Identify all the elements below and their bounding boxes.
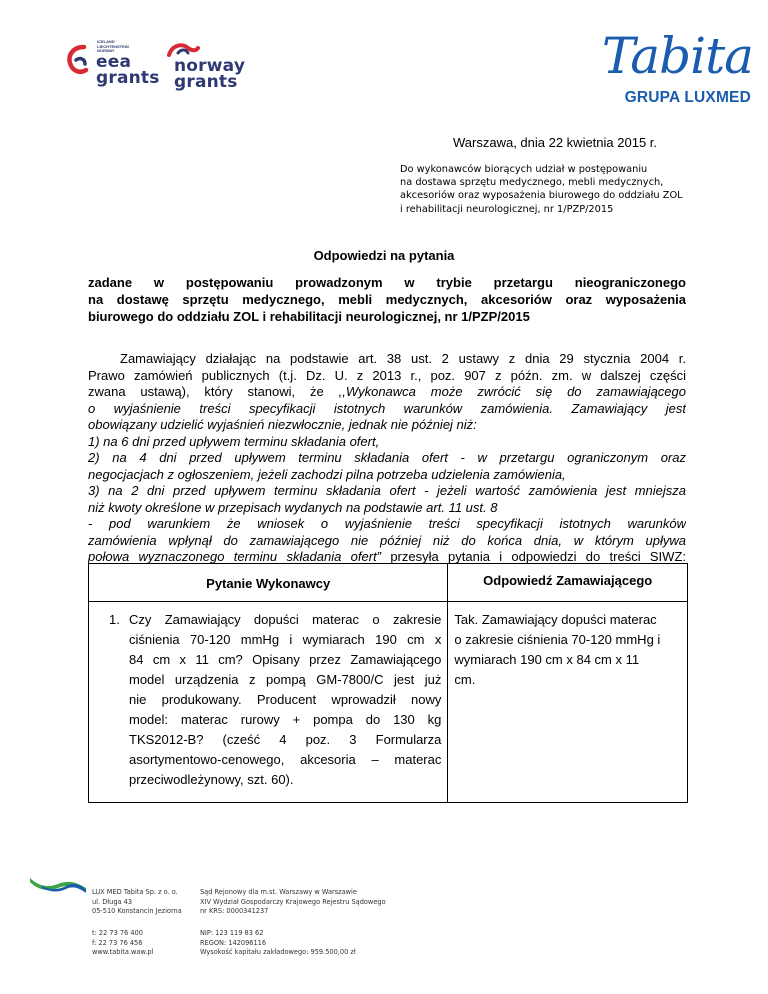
country-label: ICELAND: [97, 39, 115, 44]
country-label: NORWAY: [97, 48, 115, 54]
footer-line: nr KRS: 0000341237: [200, 907, 269, 916]
body-line: 3) na 2 dni przed upływem terminu składania ofert - jeżeli wartość zamówienia jest mniejsza: [88, 483, 686, 498]
body-line: [88, 384, 686, 401]
answer-cell: [448, 602, 688, 803]
footer-line: f: 22 73 76 456: [92, 938, 143, 947]
subject-line: zadane w postępowaniu prowadzonym w trybie przetargu nieograniczonego: [88, 275, 686, 290]
body-line: Prawo zamówień publicznych (t.j. Dz. U. z 2013 r., poz. 907 z późn. zm. w dalszej części: [88, 367, 686, 383]
footer-line: ul. Długa 43: [92, 897, 133, 906]
footer-line: REGON: 142096116: [200, 938, 267, 947]
footer-line: t: 22 73 76 400: [92, 929, 143, 937]
tabita-logo-subtitle: GRUPA LUXMED: [624, 89, 751, 106]
footer-website-link[interactable]: www.tabita.waw.pl: [92, 948, 154, 957]
body-line: - pod warunkiem że wniosek o wyjaśnienie treści specyfikacji istotnych warunków: [88, 516, 686, 531]
body-line: 1) na 6 dni przed upływem terminu składania ofert,: [88, 433, 380, 449]
tabita-logo: Tabita: [601, 27, 753, 85]
subject-line: biurowego do oddziału ZOL i rehabilitacji neurologicznej, nr 1/PZP/2015: [88, 309, 530, 324]
footer-line: XIV Wydział Gospodarczy Krajowego Rejestru Sądowego: [200, 897, 386, 906]
question-number: 1.: [109, 612, 120, 627]
question-line: asortymentowo-cenowego, akcesoria – materac: [129, 752, 442, 767]
footer-line: NIP: 123 119 83 62: [200, 929, 264, 937]
body-line: negocjacjach z ogłoszeniem, jeżeli zachodzi pilna potrzeba udzielenia zamówienia,: [88, 466, 566, 482]
footer-ids: [200, 929, 356, 958]
question-line: nie produkowany. Producent wprowadził nowy: [129, 692, 442, 707]
norway-word: norway: [174, 56, 246, 76]
body-line-plain: przesyła pytania i odpowiedzi do treści SIWZ:: [381, 549, 686, 564]
footer-line: LUX MED Tabita Sp. z o. o.: [92, 888, 178, 896]
body-line: zamówienia wpłynął do zamawiającego nie później niż do końca dnia, w którym upływa: [88, 532, 686, 548]
addressee-block: [400, 163, 700, 216]
subject-line: na dostawę sprzętu medycznego, mebli medycznych, akcesoriów oraz wyposażenia: [88, 292, 686, 307]
body-line-quote: ,,Wykonawca może zwrócić się do zamawiającego: [338, 384, 686, 399]
question-line: 84 cm x 11 cm? Opisany przez Zamawiającego: [129, 652, 442, 667]
body-line: 2) na 4 dni przed upływem terminu składania ofert - w przetargu ograniczonym oraz: [88, 450, 686, 465]
eea-word: eea: [96, 52, 132, 72]
body-line: o wyjaśnienie treści specyfikacji istotnych warunków zamówienia. Zamawiający jest: [88, 400, 686, 416]
norway-grants-word: grants: [174, 72, 238, 92]
body-line-quote: połowa wyznaczonego terminu składania ofert”: [88, 549, 382, 564]
body-line: niż kwoty określone w przepisach wydanych na podstawie art. 11 ust. 8: [88, 499, 498, 515]
footer-line: Wysokość kapitału zakładowego: 959.500,00 zł: [200, 948, 356, 957]
table-row: [89, 602, 688, 803]
date-line: Warszawa, dnia 22 kwietnia 2015 r.: [453, 135, 658, 150]
addressee-line: na dostawa sprzętu medycznego, mebli medycznych,: [400, 177, 664, 189]
question-line: model urządzenia z pompą GM-7800/C jest już: [129, 672, 442, 687]
body-paragraph: [88, 351, 686, 566]
footer-company: [92, 888, 182, 917]
document-heading: Odpowiedzi na pytania: [313, 248, 455, 263]
footer-line: Sąd Rejonowy dla m.st. Warszawy w Warszawie: [200, 888, 357, 896]
table-header-row: [89, 564, 688, 602]
body-line: Zamawiający działając na podstawie art. 38 ust. 2 ustawy z dnia 29 stycznia 2004 r.: [120, 351, 686, 366]
country-label: LIECHTENSTEIN: [97, 43, 129, 49]
body-line: obowiązany udzielić wyjaśnień niezwłocznie, jednak nie później niż:: [88, 417, 477, 432]
column-header-question: Pytanie Wykonawcy: [89, 564, 448, 602]
luxmed-wave-icon: [28, 874, 88, 894]
footer-contact: [92, 929, 153, 958]
question-line: przeciwodleżynowy, szt. 60).: [129, 772, 294, 787]
question-line: Czy Zamawiający dopuści materac o zakresie: [129, 612, 442, 627]
column-header-answer: Odpowiedź Zamawiającego: [448, 564, 688, 602]
question-line: TKS2012-B? (cześć 4 poz. 3 Formularza: [129, 732, 442, 747]
footer-court: [200, 888, 386, 917]
footer-line: 05-510 Konstancin Jeziorna: [92, 907, 182, 916]
addressee-line: Do wykonawców biorących udział w postępowaniu: [400, 164, 648, 175]
addressee-line: akcesoriów oraz wyposażenia biurowego do oddziału ZOL: [400, 190, 683, 202]
eea-grants-word: grants: [96, 68, 160, 88]
question-line: ciśnienia 70-120 mmHg i wymiarach 190 cm x: [129, 632, 442, 647]
addressee-line: i rehabilitacji neurologicznej, nr 1/PZP/2015: [400, 203, 614, 215]
question-line: model: materac rurowy + pompa do 130 kg: [129, 712, 442, 727]
eea-norway-grants-logo: [66, 40, 266, 92]
eea-swirl-icon: [66, 44, 90, 80]
subject-block: [88, 274, 686, 325]
question-cell: [89, 602, 448, 803]
body-line-plain: zwana ustawą), który stanowi, że: [88, 384, 339, 399]
qa-table: [88, 563, 688, 803]
answer-line: wymiarach 190 cm x 84 cm x 11: [454, 652, 640, 667]
answer-line: cm.: [454, 672, 476, 687]
answer-line: Tak. Zamawiający dopuści materac: [454, 612, 657, 627]
answer-line: o zakresie ciśnienia 70-120 mmHg i: [454, 632, 661, 647]
